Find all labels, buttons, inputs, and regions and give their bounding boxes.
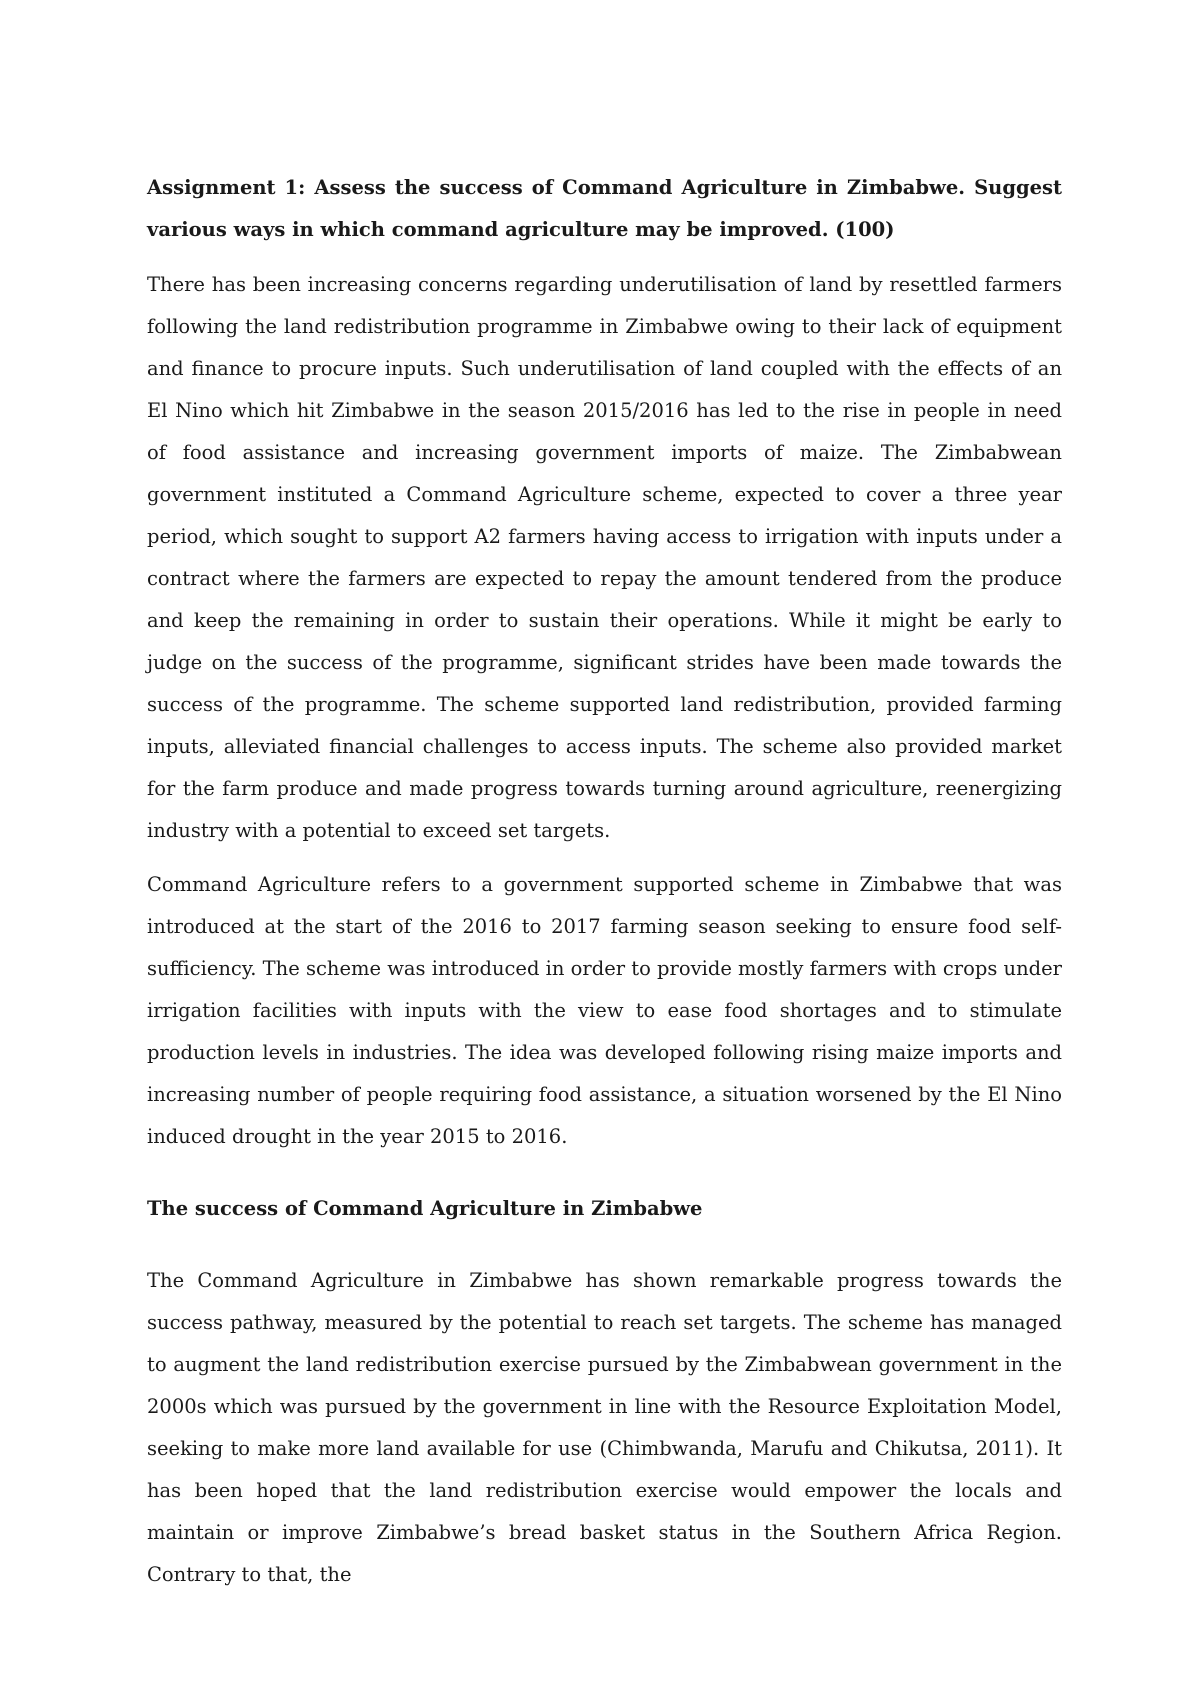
assignment-title: Assignment 1: Assess the success of Command Agriculture in Zimbabwe. Suggest various ways in which command agriculture may be improved. (100) (147, 176, 1062, 241)
intro-paragraph: There has been increasing concerns regarding underutilisation of land by resettled farmers following the land redistribution programme in Zimbabwe owing to their lack of equipment and finance to procure inputs. Such underutilisation of land coupled with the effects of an El Nino which hit Zimbabwe in the season 2015/2016 has led to the rise in people in need of food assistance and increasing government imports of maize. The Zimbabwean government instituted a Command Agriculture scheme, expected to cover a three year period, which sought to support A2 farmers having access to irrigation with inputs under a contract where the farmers are expected to repay the amount tendered from the produce and keep the remaining in order to sustain their operations. While it might be early to judge on the success of the programme, significant strides have been made towards the success of the programme. The scheme supported land redistribution, provided farming inputs, alleviated financial challenges to access inputs. The scheme also provided market for the farm produce and made progress towards turning around agriculture, reenergizing industry with a potential to exceed set targets. (147, 273, 1062, 842)
definition-paragraph: Command Agriculture refers to a government supported scheme in Zimbabwe that was introduced at the start of the 2016 to 2017 farming season seeking to ensure food self-sufficiency. The scheme was introduced in order to provide mostly farmers with crops under irrigation facilities with inputs with the view to ease food shortages and to stimulate production levels in industries. The idea was developed following rising maize imports and increasing number of people requiring food assistance, a situation worsened by the El Nino induced drought in the year 2015 to 2016. (147, 873, 1062, 1148)
document-body (147, 167, 1062, 1596)
section-paragraph: The Command Agriculture in Zimbabwe has shown remarkable progress towards the success pathway, measured by the potential to reach set targets. The scheme has managed to augment the land redistribution exercise pursued by the Zimbabwean government in the 2000s which was pursued by the government in line with the Resource Exploitation Model, seeking to make more land available for use (Chimbwanda, Marufu and Chikutsa, 2011). It has been hoped that the land redistribution exercise would empower the locals and maintain or improve Zimbabwe’s bread basket status in the Southern Africa Region. Contrary to that, the (147, 1269, 1062, 1586)
section-heading: The success of Command Agriculture in Zimbabwe (147, 1197, 703, 1220)
